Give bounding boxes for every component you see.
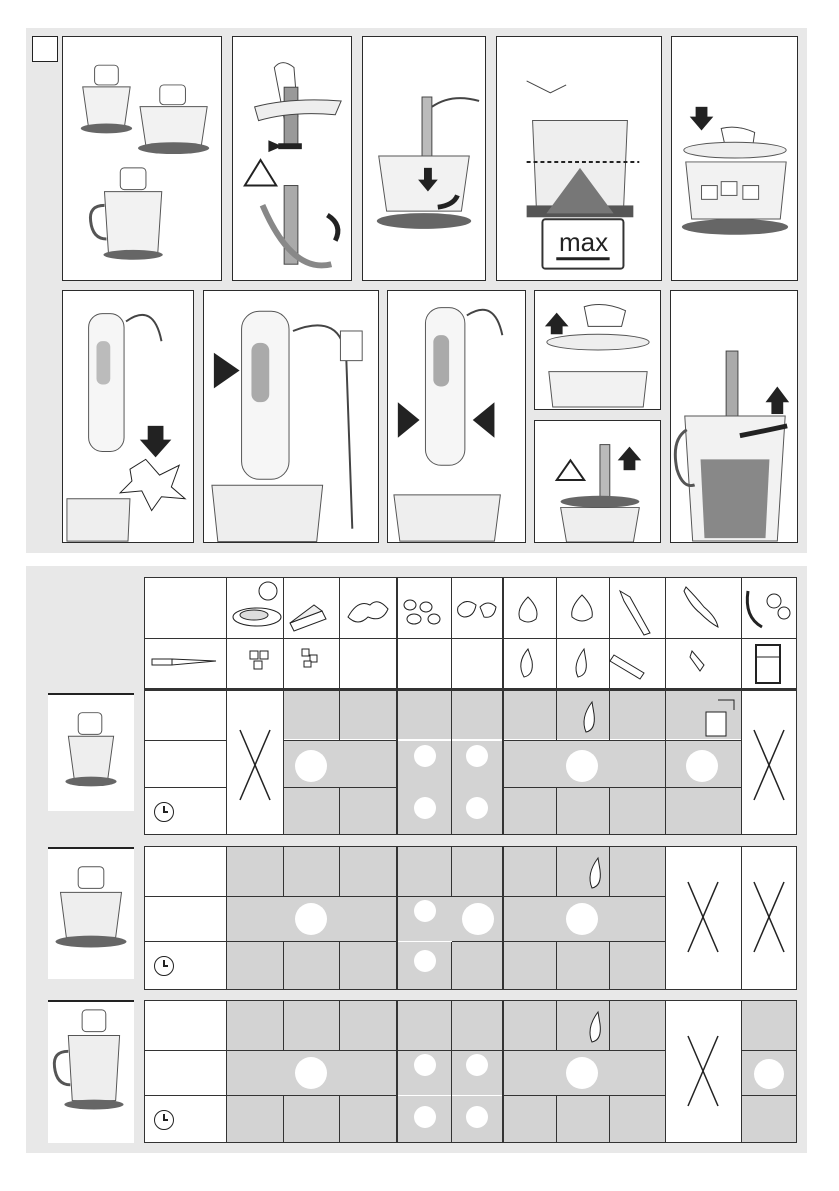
garlic-clove-icon	[590, 1012, 600, 1042]
not-suitable-x	[688, 1036, 718, 1106]
max-label: max	[559, 227, 609, 257]
